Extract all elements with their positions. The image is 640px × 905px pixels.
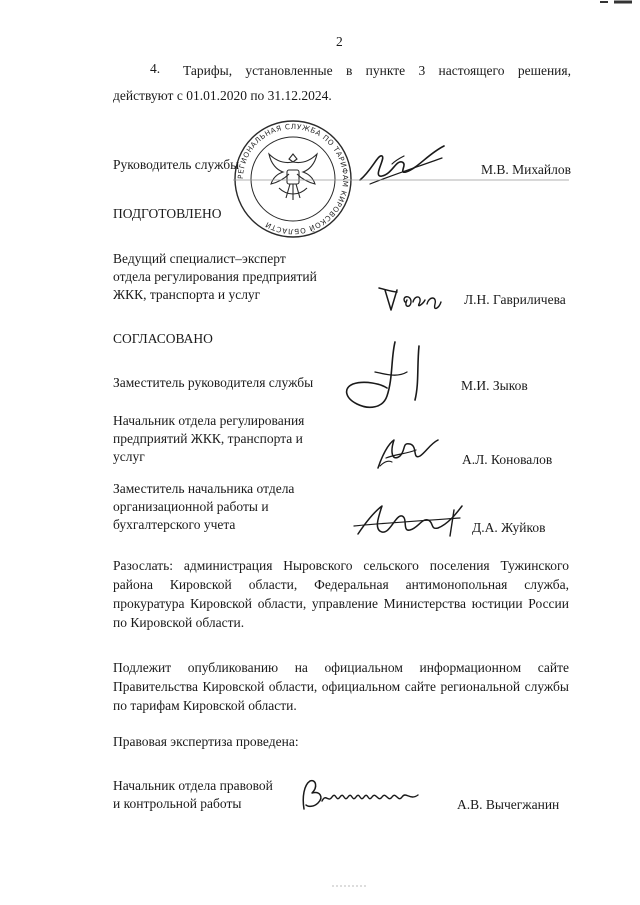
legal-position [113,777,273,813]
head-position: Руководитель службы [113,157,240,172]
signer3-position-line: бухгалтерского учета [113,517,236,532]
distribution-line: Разослать: администрация Ныровского сельского поселения Тужинского [113,558,569,573]
signer2-name: А.Л. Коновалов [462,452,553,467]
clause-text-line1: Тарифы, установленные в пункте 3 настоящего решения, [183,63,571,78]
head-signature [352,140,448,190]
signer3-position [113,480,294,534]
distribution-line: по Кировской области. [113,615,245,630]
legal-name: А.В. Вычегжанин [457,797,560,812]
legal-signature [296,775,426,815]
prepared-heading: ПОДГОТОВЛЕНО [113,206,222,221]
signer3-signature [352,496,464,542]
signer1-name: М.И. Зыков [461,378,528,393]
clause-number: 4. [150,61,161,76]
signer2-position-line: предприятий ЖКК, транспорта и [113,431,303,446]
head-name: М.В. Михайлов [481,162,572,177]
distribution-line: прокуратура Кировской области, управление Министерства юстиции России [113,596,569,611]
prepared-position-line: Ведущий специалист–эксперт [113,251,286,266]
signer3-position-line: организационной работы и [113,499,269,514]
signer2-position-line: Начальник отдела регулирования [113,413,305,428]
publication-paragraph [113,658,569,715]
signer2-position-line: услуг [113,449,145,464]
publication-line: Правительства Кировской области, официальном сайте региональной службы [113,679,569,694]
prepared-name: Л.Н. Гавриличева [464,292,566,307]
signer2-position [113,412,304,466]
seal-ring-text: РЕГИОНАЛЬНАЯ СЛУЖБА ПО ТАРИФАМ КИРОВСКОЙ ОБЛАСТИ [235,121,351,237]
signer2-signature [372,432,444,474]
publication-line: Подлежит опубликованию на официальном информационном сайте [113,660,569,675]
prepared-position-line: ЖКК, транспорта и услуг [113,287,261,302]
distribution-paragraph [113,556,569,632]
scan-artifact-corner [574,0,634,6]
scan-artifact-bottom [330,884,370,888]
signer3-name: Д.А. Жуйков [472,520,546,535]
legal-statement: Правовая экспертиза проведена: [113,734,299,749]
signer3-position-line: Заместитель начальника отдела [113,481,295,496]
prepared-position [113,250,317,304]
agreed-heading: СОГЛАСОВАНО [113,331,213,346]
publication-line: по тарифам Кировской области. [113,698,297,713]
prepared-position-line: отдела регулирования предприятий [113,269,317,284]
signature-divider-line [113,178,569,182]
legal-position-line: Начальник отдела правовой [113,778,273,793]
signer1-signature [335,338,435,414]
page-number: 2 [336,34,343,49]
clause-text-line2: действуют с 01.01.2020 по 31.12.2024. [113,88,332,103]
prepared-signature [375,282,445,316]
legal-position-line: и контрольной работы [113,796,242,811]
signer1-position: Заместитель руководителя службы [113,375,314,390]
distribution-line: района Кировской области, Федеральная антимонопольная служба, [113,577,569,592]
